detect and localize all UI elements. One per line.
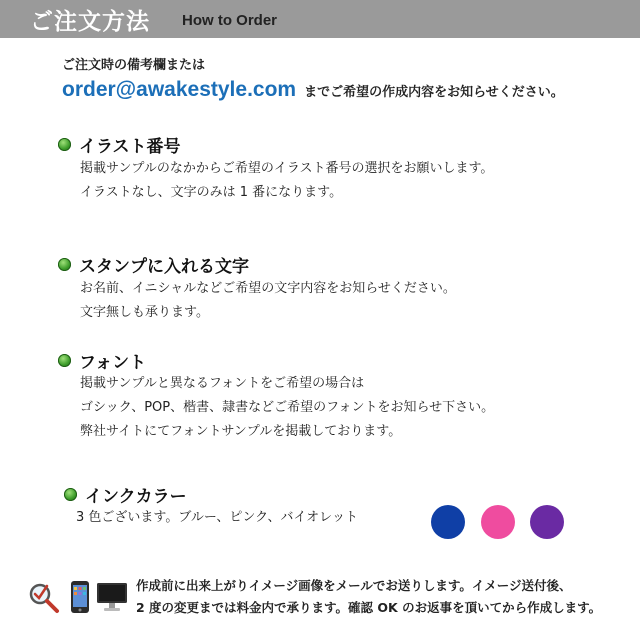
page-subtitle: How to Order [182, 12, 278, 29]
section-title-stamp-text [58, 252, 249, 277]
section-title-text: インクカラー [85, 487, 187, 507]
ink-swatch-violet [530, 505, 564, 539]
body-line: 3 色ございます。ブルー、ピンク、バイオレット [76, 510, 359, 525]
desktop-monitor-icon [96, 582, 128, 612]
body-line: 弊社サイトにてフォントサンプルを掲載しております。 [80, 424, 402, 439]
section-title-text: スタンプに入れる文字 [79, 257, 249, 277]
green-bullet-icon [64, 488, 77, 501]
ink-swatch-blue [431, 505, 465, 539]
email-row [62, 78, 564, 108]
body-line: イラストなし、文字のみは 1 番になります。 [80, 185, 343, 200]
section-body-ink-color [76, 506, 358, 530]
body-line: 掲載サンプルのなかからご希望のイラスト番号の選択をお願いします。 [80, 161, 494, 176]
section-title-ink-color [64, 482, 187, 507]
section-title-text: フォント [79, 353, 147, 373]
email-link[interactable]: order@awakestyle.com [62, 78, 297, 101]
ink-swatch-pink [481, 505, 515, 539]
footer-line: 作成前に出来上がりイメージ画像をメールでお送りします。イメージ送付後、 [136, 578, 572, 593]
body-line: 文字無しも承ります。 [80, 305, 209, 320]
intro-note: ご注文時の備考欄または [62, 58, 206, 73]
section-body-font [80, 372, 494, 444]
green-bullet-icon [58, 258, 71, 271]
page-title: ご注文方法 [30, 9, 150, 35]
footer-line: 2 度の変更までは料金内で承ります。確認 OK のお返事を頂いてから作成します。 [136, 600, 602, 615]
body-line: お名前、イニシャルなどご希望の文字内容をお知らせください。 [80, 281, 456, 296]
email-suffix: までご希望の作成内容をお知らせください。 [304, 85, 564, 100]
section-body-stamp-text [80, 277, 456, 325]
header-bar [0, 0, 640, 38]
footer-note [136, 575, 601, 619]
section-title-text: イラスト番号 [79, 137, 181, 157]
section-body-illustration [80, 157, 493, 205]
green-bullet-icon [58, 354, 71, 367]
section-title-font [58, 348, 146, 373]
smartphone-icon [70, 580, 90, 614]
section-title-illustration [58, 132, 181, 157]
body-line: 掲載サンプルと異なるフォントをご希望の場合は [80, 376, 365, 391]
green-bullet-icon [58, 138, 71, 151]
body-line: ゴシック、POP、楷書、隷書などご希望のフォントをお知らせ下さい。 [80, 400, 495, 415]
magnifier-check-icon [26, 580, 60, 614]
